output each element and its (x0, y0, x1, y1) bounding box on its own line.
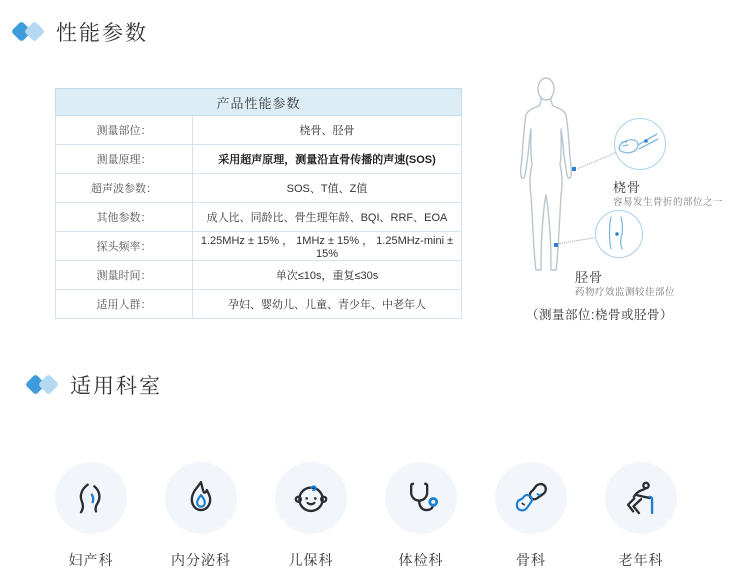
radius-callout-circle (614, 118, 666, 170)
row-label: 测量部位： (56, 116, 193, 145)
department-circle (495, 462, 567, 534)
table-header: 产品性能参数 (56, 89, 462, 116)
department-label: 儿保科 (288, 552, 334, 568)
department-label: 内分泌科 (171, 552, 231, 568)
flame-drop-icon (181, 478, 221, 518)
department-circle (605, 462, 677, 534)
radius-point-dot (572, 167, 576, 171)
pregnant-woman-icon (71, 478, 111, 518)
row-label: 其他参数： (56, 203, 193, 232)
row-value: SOS、T值、Z值 (193, 174, 462, 203)
department-circle (275, 462, 347, 534)
table-row (56, 261, 462, 290)
table-header-row (56, 89, 462, 116)
hand-bones-sketch-icon (615, 119, 663, 167)
department-item (605, 462, 677, 570)
baby-face-icon (291, 478, 331, 518)
department-circle (55, 462, 127, 534)
department-item (165, 462, 237, 570)
row-value: 采用超声原理，测量沿直骨传播的声速(SOS) (193, 145, 462, 174)
department-item (495, 462, 567, 570)
row-label: 测量时间： (56, 261, 193, 290)
leg-bones-sketch-icon (596, 211, 640, 255)
departments-row (55, 462, 715, 570)
diamond-bullet-icon (26, 372, 60, 398)
department-label: 妇产科 (68, 552, 114, 568)
department-item (55, 462, 127, 570)
table-row (56, 145, 462, 174)
table-row (56, 174, 462, 203)
row-value: 成人比、同龄比、骨生理年龄、BQI、RRF、EOA (193, 203, 462, 232)
radius-description: 容易发生骨折的部位之一 (613, 197, 724, 208)
tibia-description: 药物疗效监测较佳部位 (575, 287, 676, 298)
row-label: 超声波参数： (56, 174, 193, 203)
tibia-callout-circle (595, 210, 643, 258)
section-title-text: 适用科室 (70, 375, 162, 398)
row-label: 测量原理： (56, 145, 193, 174)
row-value: 单次≤10s，重复≤30s (193, 261, 462, 290)
table-row (56, 203, 462, 232)
measurement-site-caption: （测量部位:桡骨或胫骨） (526, 308, 673, 322)
department-circle (165, 462, 237, 534)
section-title-text: 性能参数 (56, 22, 148, 45)
table-row (56, 232, 462, 261)
row-label: 探头频率： (56, 232, 193, 261)
row-value: 桡骨、胫骨 (193, 116, 462, 145)
tibia-point-dot (554, 243, 558, 247)
elderly-cane-icon (621, 478, 661, 518)
diamond-bullet-icon (12, 19, 46, 45)
radius-label: 桡骨 (613, 180, 642, 195)
department-label: 骨科 (516, 552, 546, 568)
department-label: 老年科 (618, 552, 664, 568)
tibia-label: 胫骨 (575, 270, 604, 285)
department-circle (385, 462, 457, 534)
performance-section-title (12, 17, 148, 47)
radius-connector-line (578, 152, 616, 169)
spec-table (55, 88, 462, 319)
row-value: 孕妇、婴幼儿、儿童、青少年、中老年人 (193, 290, 462, 319)
row-value: 1.25MHz ± 15% ， 1MHz ± 15% ， 1.25MHz-mini ± 15% (193, 232, 462, 261)
row-label: 适用人群： (56, 290, 193, 319)
human-body-outline-icon (514, 74, 578, 278)
department-item (385, 462, 457, 570)
table-row (56, 116, 462, 145)
department-item (275, 462, 347, 570)
table-row (56, 290, 462, 319)
stethoscope-icon (401, 478, 441, 518)
department-label: 体检科 (398, 552, 444, 568)
bone-icon (511, 478, 551, 518)
departments-section-title (26, 370, 162, 400)
